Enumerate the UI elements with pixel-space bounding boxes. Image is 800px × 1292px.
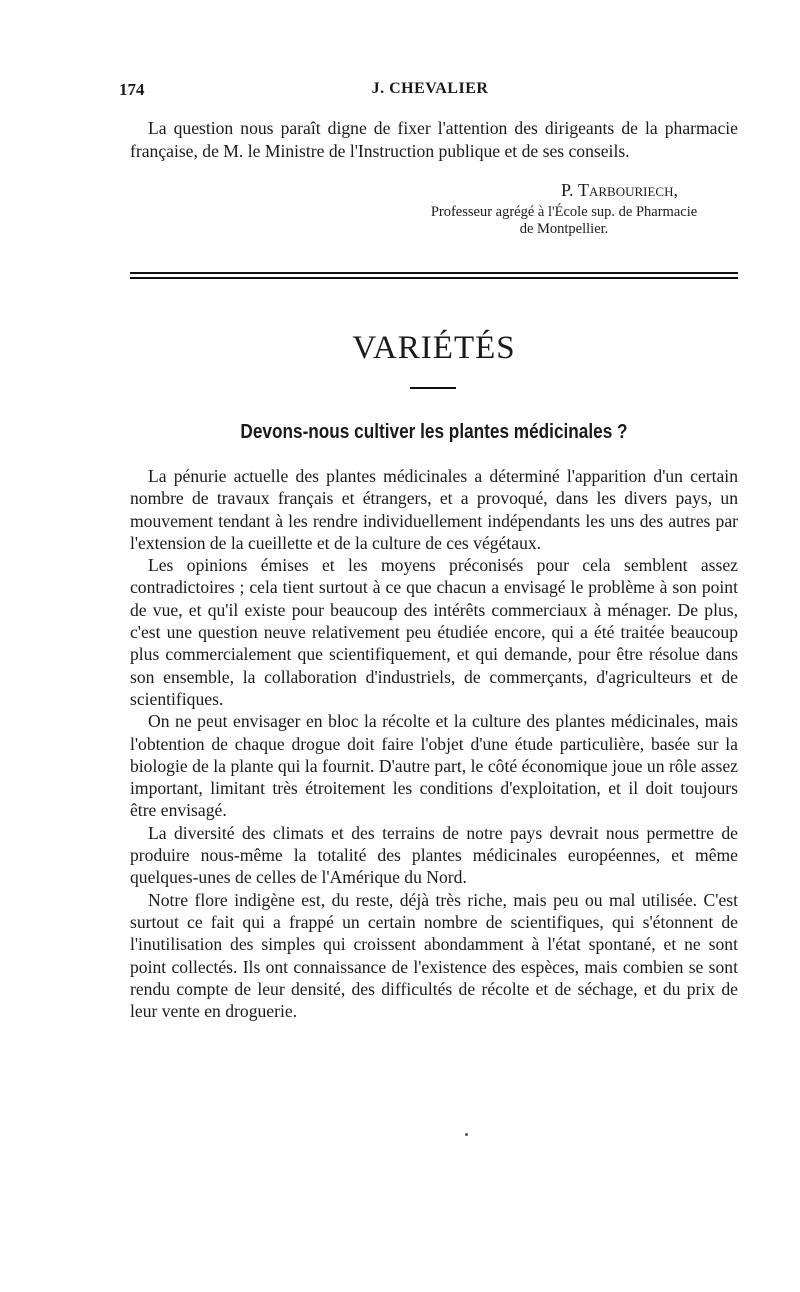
intro-paragraph: La question nous paraît digne de fixer l'attention des dirigeants de la pharmacie française, de M. le Ministre de l'Instruction publique et de ses conseils. [130, 118, 738, 162]
running-head: J. CHEVALIER [371, 80, 489, 97]
article-paragraph: Notre flore indigène est, du reste, déjà très riche, mais peu ou mal utilisée. C'est surtout ce fait qui a frappé un certain nombre de scientifiques, qui s'étonnent de l'inutilisation des simples qui croissent abondamment à l'état spontané, et ne sont point collectés. Ils ont connaissance de l'existence des espèces, mais combien se sont rendu compte de leur densité, des difficultés de récolte et de séchage, et du prix de leur vente en droguerie. [130, 889, 738, 1022]
signature-title-line2: de Montpellier. [519, 221, 609, 237]
signature-initial: P. [560, 180, 578, 200]
article-paragraph: On ne peut envisager en bloc la récolte et la culture des plantes médicinales, mais l'obtention de chaque drogue doit faire l'objet d'une étude particulière, basée sur la biologie de la plante qui la fournit. D'autre part, le côté économique joue un rôle assez important, limitant très étroitement les conditions d'exploitation, et il doit toujours être envisagé. [130, 711, 738, 821]
signature-comma: , [673, 180, 678, 200]
signature-title-line1: Professeur agrégé à l'École sup. de Pharmacie [430, 204, 698, 220]
article-paragraph: Les opinions émises et les moyens préconisés pour cela semblent assez contradictoires ; cela tient surtout à ce que chacun a envisagé le problème à son point de vue, et qu'il existe pour beaucoup des intérêts commerciaux à ménager. De plus, c'est une question neuve relativement peu étudiée encore, qui a été traitée beaucoup plus commercialement que scientifiquement, et qui demande, pour être résolue dans son ensemble, la collaboration d'industriels, de commerçants, d'agriculteurs et de scientifiques. [130, 555, 738, 709]
signature-block [390, 180, 738, 238]
article-paragraph: La diversité des climats et des terrains de notre pays devrait nous permettre de produire nous-même la totalité des plantes médicinales européennes, et même quelques-unes de celles de l'Amérique du Nord. [130, 822, 738, 888]
intro-text [130, 117, 738, 164]
article-title: Devons-nous cultiver les plantes médicinales ? [240, 421, 628, 443]
article-paragraph: La pénurie actuelle des plantes médicinales a déterminé l'apparition d'un certain nombre de travaux français et étrangers, et a provoqué, dans les divers pays, un mouvement tendant à les rendre individuellement indépendants les uns des autres par l'extension de la cueillette et de la culture de ces végétaux. [130, 466, 738, 553]
article-body [130, 465, 738, 1022]
signature-name [390, 180, 678, 201]
page-number: 174 [119, 80, 145, 99]
ink-speck [465, 1133, 468, 1136]
double-rule-divider [130, 272, 738, 279]
signature-surname: Tarbouriech [577, 180, 674, 200]
short-rule-divider [410, 387, 456, 389]
section-title: VARIÉTÉS [352, 330, 516, 366]
